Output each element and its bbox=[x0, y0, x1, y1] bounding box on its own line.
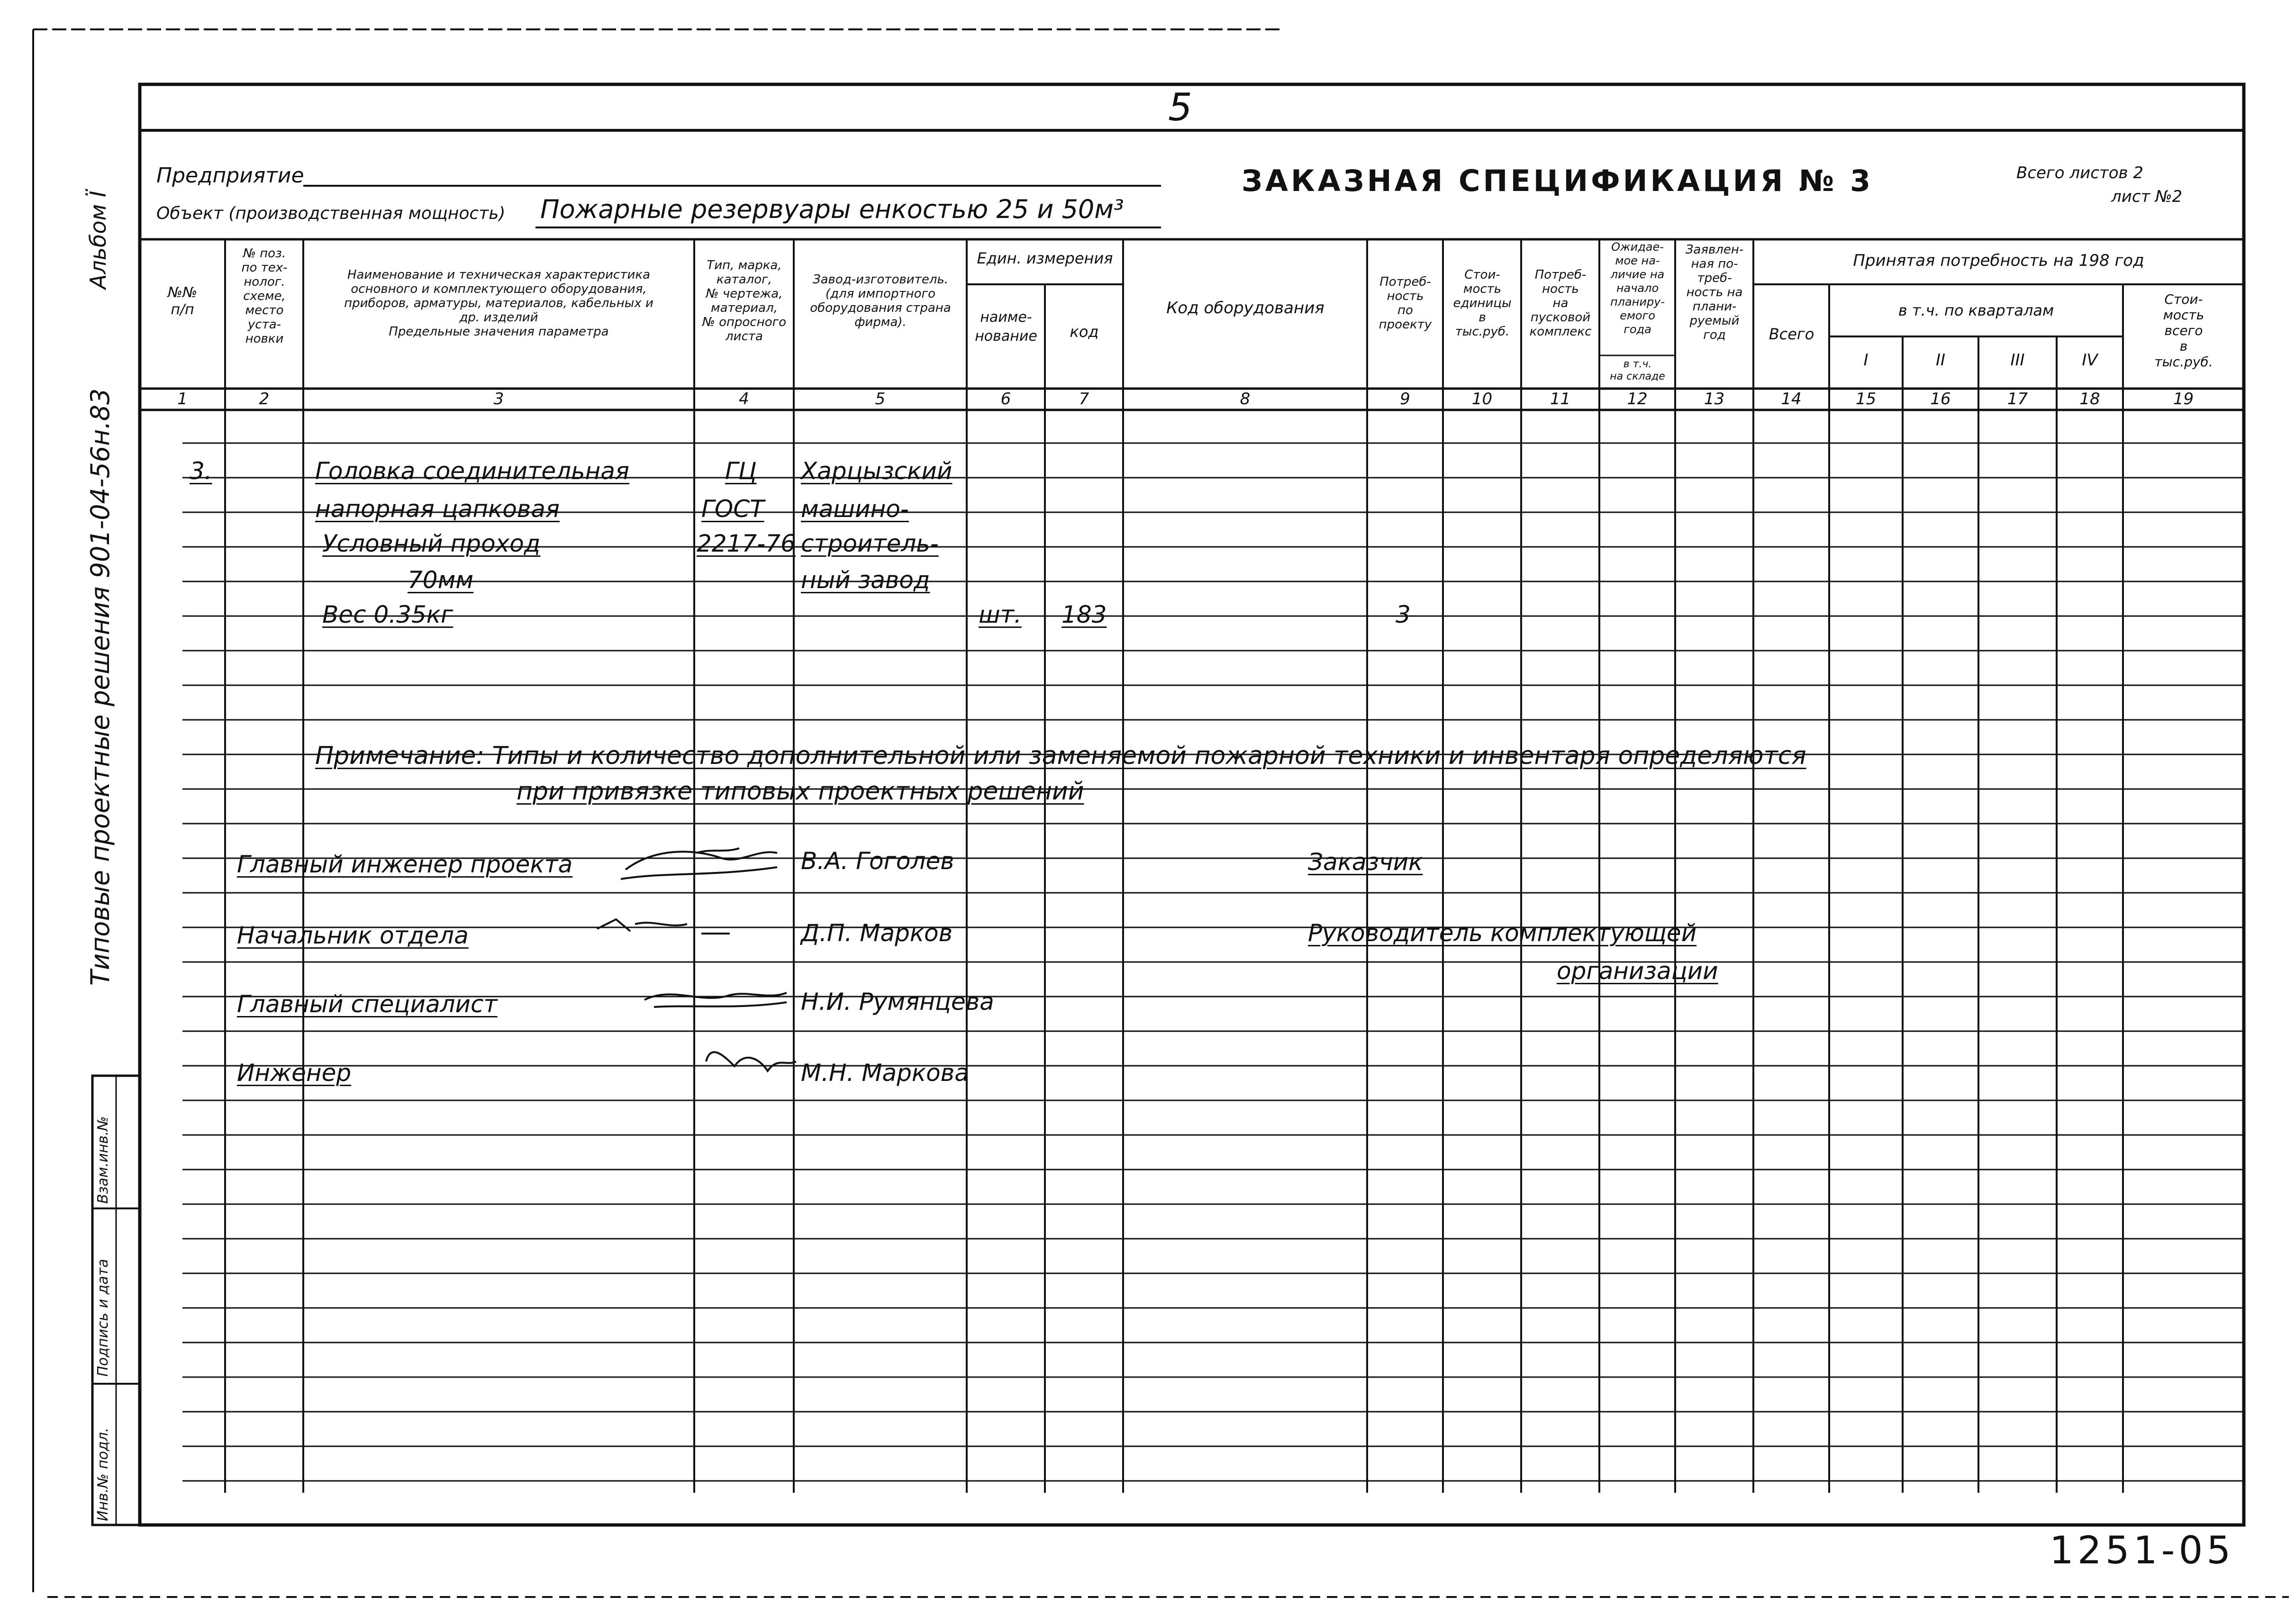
unit-code: 183 bbox=[1061, 601, 1107, 628]
col-number-12: 12 bbox=[1627, 390, 1648, 408]
col-header-12b: в т.ч. на складе bbox=[1610, 358, 1665, 382]
note-line-1: Примечание: Типы и количество дополнительной или заменяемой пожарной техники и инвентаря определяются bbox=[315, 742, 1806, 770]
project-quantity: 3 bbox=[1396, 601, 1411, 628]
stamp-replacement: Взам.инв.№ bbox=[95, 1116, 111, 1204]
col-header-9: Потреб- ность по проекту bbox=[1379, 275, 1432, 332]
quarter-3-header: III bbox=[2010, 351, 2025, 370]
accepted-group-header: Принятая потребность на 198 год bbox=[1853, 251, 2144, 270]
quarters-group-header: в т.ч. по кварталам bbox=[1898, 301, 2054, 319]
col-number-15: 15 bbox=[1855, 390, 1877, 408]
row-number: 3. bbox=[190, 457, 212, 485]
item-maker-line-2: машино- bbox=[801, 495, 909, 523]
signature-role-2: Начальник отдела bbox=[237, 922, 469, 949]
item-name-line-1: Головка соединительная bbox=[315, 457, 630, 485]
customer-head-line-1: Руководитель комплектующей bbox=[1308, 919, 1697, 947]
quarter-2-header: II bbox=[1935, 351, 1946, 370]
col-number-16: 16 bbox=[1930, 390, 1951, 408]
col-header-13: Заявлен- ная по- треб- ность на плани- руемый год bbox=[1685, 243, 1744, 342]
col-number-8: 8 bbox=[1240, 390, 1251, 408]
quarter-1-header: I bbox=[1863, 351, 1869, 370]
col-number-2: 2 bbox=[259, 390, 270, 408]
col-number-5: 5 bbox=[875, 390, 886, 408]
col-header-12: Ожидае- мое на- личие на начало планиру- емого года bbox=[1610, 240, 1665, 336]
page-number: 5 bbox=[1168, 85, 1192, 129]
col-header-11: Потреб- ность на пусковой комплекс bbox=[1529, 268, 1592, 339]
note-line-2: при привязке типовых проектных решений bbox=[517, 777, 1084, 806]
col-number-18: 18 bbox=[2079, 390, 2100, 408]
item-name-line-4: 70мм bbox=[408, 566, 474, 594]
col-number-10: 10 bbox=[1471, 390, 1493, 408]
signature-name-2: Д.П. Марков bbox=[801, 919, 953, 947]
sheet-number: лист №2 bbox=[2111, 187, 2183, 206]
col-number-3: 3 bbox=[493, 390, 504, 408]
signature-role-3: Главный специалист bbox=[237, 990, 498, 1018]
col-header-2: № поз. по тех- нолог. схеме, место уста- новки bbox=[241, 246, 288, 346]
col-number-19: 19 bbox=[2173, 390, 2194, 408]
item-type-line-1: ГЦ bbox=[725, 457, 757, 485]
col-header-10: Стои- мость единицы в тыс.руб. bbox=[1453, 268, 1512, 339]
customer-head-line-2: организации bbox=[1557, 957, 1718, 985]
document-number: 1251-05 bbox=[2050, 1528, 2235, 1572]
item-type-line-3: 2217-76 bbox=[697, 530, 796, 557]
item-maker-line-4: ный завод bbox=[801, 566, 930, 594]
object-label: Объект (производственная мощность) bbox=[156, 204, 506, 223]
signature-name-4: М.Н. Маркова bbox=[801, 1059, 969, 1087]
signature-role-4: Инженер bbox=[237, 1059, 352, 1087]
item-type-line-2: ГОСТ bbox=[701, 495, 764, 523]
col-header-19: Стои- мость всего в тыс.руб. bbox=[2154, 291, 2213, 370]
sheets-total: Всего листов 2 bbox=[2016, 163, 2144, 182]
col-number-11: 11 bbox=[1550, 390, 1571, 408]
album-label: Альбом Ї bbox=[85, 191, 111, 289]
col-header-6: наиме- нование bbox=[975, 309, 1037, 345]
col-number-7: 7 bbox=[1079, 390, 1089, 408]
enterprise-label: Предприятие bbox=[156, 163, 304, 188]
col-number-17: 17 bbox=[2007, 390, 2028, 408]
col-header-14: Всего bbox=[1769, 325, 1814, 343]
object-value: Пожарные резервуары енкостью 25 и 50м³ bbox=[540, 194, 1124, 224]
col-number-14: 14 bbox=[1781, 390, 1802, 408]
col-number-9: 9 bbox=[1400, 390, 1410, 408]
item-maker-line-3: строитель- bbox=[801, 530, 939, 557]
customer-label: Заказчик bbox=[1308, 848, 1423, 876]
item-name-line-3: Условный проход bbox=[322, 530, 541, 557]
signature-name-1: В.А. Гоголев bbox=[801, 847, 954, 875]
col-number-1: 1 bbox=[177, 390, 188, 408]
unit-name: шт. bbox=[979, 601, 1022, 628]
stamp-signature-date: Подпись и дата bbox=[95, 1259, 111, 1377]
item-name-line-5: Вес 0.35кг bbox=[322, 601, 454, 628]
signature-role-1: Главный инженер проекта bbox=[237, 851, 573, 878]
stamp-inventory: Инв.№ подл. bbox=[95, 1427, 111, 1521]
col-header-7: код bbox=[1070, 323, 1099, 341]
quarter-4-header: IV bbox=[2082, 351, 2098, 370]
col-header-4: Тип, марка, каталог, № чертежа, материал, № опросного листа bbox=[702, 258, 787, 344]
spec-title: ЗАКАЗНАЯ СПЕЦИФИКАЦИЯ № 3 bbox=[1242, 163, 1874, 198]
item-maker-line-1: Харцызский bbox=[801, 457, 952, 485]
item-name-line-2: напорная цапковая bbox=[315, 495, 560, 523]
col-header-3: Наименование и техническая характеристика основного и комплектующего оборудования, приборов, арматуры, материалов, кабельных и др. изделий Предельные значения параметра bbox=[344, 268, 653, 339]
series-label: Типовые проектные решения 901-04-56н.83 bbox=[85, 388, 115, 986]
unit-group-header: Един. измерения bbox=[977, 249, 1113, 267]
col-header-8: Код оборудования bbox=[1166, 299, 1324, 318]
col-number-13: 13 bbox=[1704, 390, 1725, 408]
col-number-4: 4 bbox=[739, 390, 749, 408]
col-header-5: Завод-изготовитель. (для импортного оборудования страна фирма). bbox=[810, 272, 951, 329]
col-header-1: №№ п/п bbox=[167, 284, 198, 318]
signature-name-3: Н.И. Румянцева bbox=[801, 988, 994, 1016]
col-number-6: 6 bbox=[1000, 390, 1011, 408]
